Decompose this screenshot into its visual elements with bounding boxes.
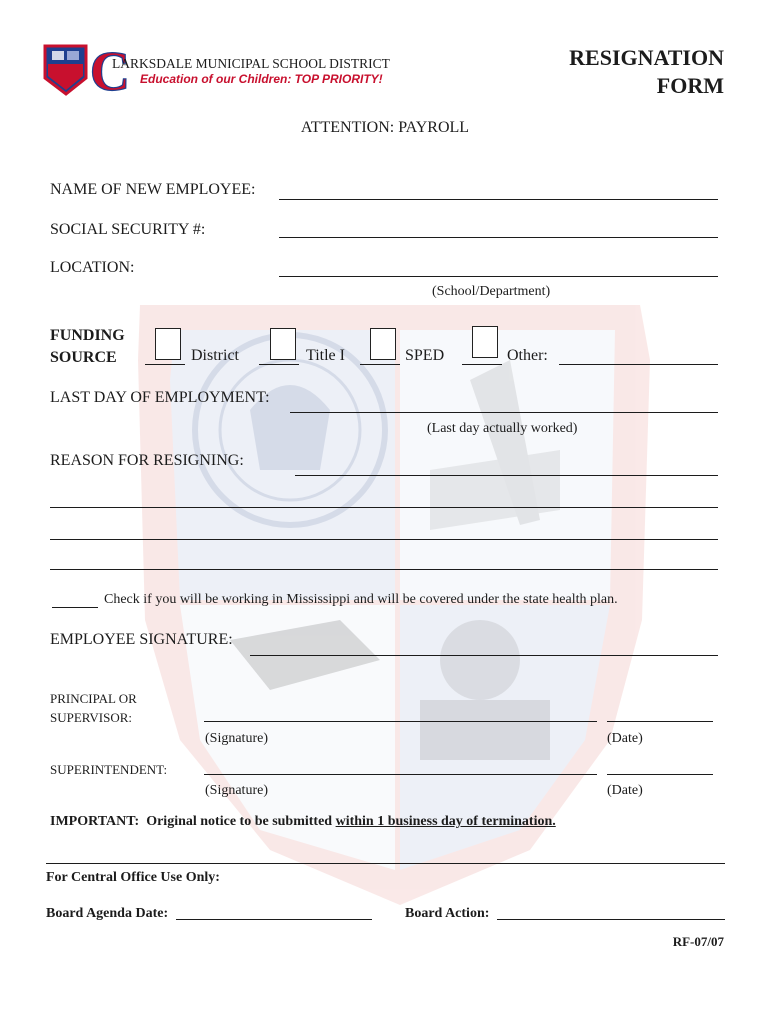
board-agenda-date-field[interactable] <box>176 919 372 920</box>
principal-signature-field[interactable] <box>204 721 597 722</box>
principal-date-field[interactable] <box>607 721 713 722</box>
last-day-label: LAST DAY OF EMPLOYMENT: <box>50 389 270 406</box>
superintendent-label: SUPERINTENDENT: <box>50 762 168 777</box>
funding-sped-checkbox[interactable] <box>370 328 396 360</box>
mississippi-check-field[interactable] <box>52 607 98 608</box>
principal-date-caption: (Date) <box>607 731 643 746</box>
attention-line: ATTENTION: PAYROLL <box>300 119 470 136</box>
reason-field-line-3[interactable] <box>50 539 718 540</box>
district-name: LARKSDALE MUNICIPAL SCHOOL DISTRICT <box>112 56 390 71</box>
funding-sped-underline <box>360 364 400 365</box>
funding-other-underline <box>462 364 502 365</box>
last-day-caption: (Last day actually worked) <box>427 421 578 436</box>
location-field[interactable] <box>279 276 718 277</box>
principal-label <box>50 689 137 727</box>
funding-label-line-2: SOURCE <box>50 349 117 366</box>
funding-other-label: Other: <box>507 347 548 364</box>
principal-signature-caption: (Signature) <box>205 731 268 746</box>
important-notice <box>50 814 556 830</box>
ssn-field[interactable] <box>279 237 718 238</box>
funding-title1-checkbox[interactable] <box>270 328 296 360</box>
funding-title1-label: Title I <box>306 347 345 364</box>
reason-field-line-4[interactable] <box>50 569 718 570</box>
name-label: NAME OF NEW EMPLOYEE: <box>50 181 256 198</box>
svg-text:C: C <box>89 41 131 103</box>
board-action-field[interactable] <box>497 919 725 920</box>
principal-label-line-2: SUPERVISOR: <box>50 710 133 725</box>
title-line-2: FORM <box>656 73 724 98</box>
funding-district-checkbox[interactable] <box>155 328 181 360</box>
district-logo-icon <box>42 41 131 103</box>
superintendent-date-field[interactable] <box>607 774 713 775</box>
location-caption: (School/Department) <box>432 284 551 299</box>
funding-district-underline <box>145 364 185 365</box>
district-slogan: Education of our Children: TOP PRIORITY! <box>140 72 383 86</box>
last-day-field[interactable] <box>290 412 718 413</box>
mississippi-check-text: Check if you will be working in Mississippi and will be covered under the state health plan. <box>104 592 618 607</box>
ssn-label: SOCIAL SECURITY #: <box>50 221 206 238</box>
name-field[interactable] <box>279 199 718 200</box>
board-action-label: Board Action: <box>405 906 490 921</box>
superintendent-signature-caption: (Signature) <box>205 783 268 798</box>
central-office-divider <box>46 863 725 864</box>
employee-signature-label: EMPLOYEE SIGNATURE: <box>50 631 233 648</box>
funding-sped-label: SPED <box>405 347 445 364</box>
page-title <box>569 44 724 100</box>
funding-label-line-1: FUNDING <box>50 327 125 344</box>
funding-other-checkbox[interactable] <box>472 326 498 358</box>
reason-field-line-1[interactable] <box>295 475 718 476</box>
funding-source-label <box>50 325 125 369</box>
reason-label: REASON FOR RESIGNING: <box>50 452 244 469</box>
reason-field-line-2[interactable] <box>50 507 718 508</box>
superintendent-date-caption: (Date) <box>607 783 643 798</box>
location-label: LOCATION: <box>50 259 135 276</box>
central-office-heading: For Central Office Use Only: <box>46 870 220 885</box>
funding-other-field[interactable] <box>559 364 718 365</box>
funding-district-label: District <box>191 347 239 364</box>
title-line-1: RESIGNATION <box>569 45 724 70</box>
important-prefix: IMPORTANT: Original notice to be submitted <box>50 814 336 829</box>
form-code: RF-07/07 <box>672 934 724 949</box>
funding-title1-underline <box>259 364 299 365</box>
important-emphasis: within 1 business day of termination. <box>335 814 556 829</box>
principal-label-line-1: PRINCIPAL OR <box>50 691 137 706</box>
superintendent-signature-field[interactable] <box>204 774 597 775</box>
employee-signature-field[interactable] <box>250 655 718 656</box>
board-agenda-date-label: Board Agenda Date: <box>46 906 169 921</box>
